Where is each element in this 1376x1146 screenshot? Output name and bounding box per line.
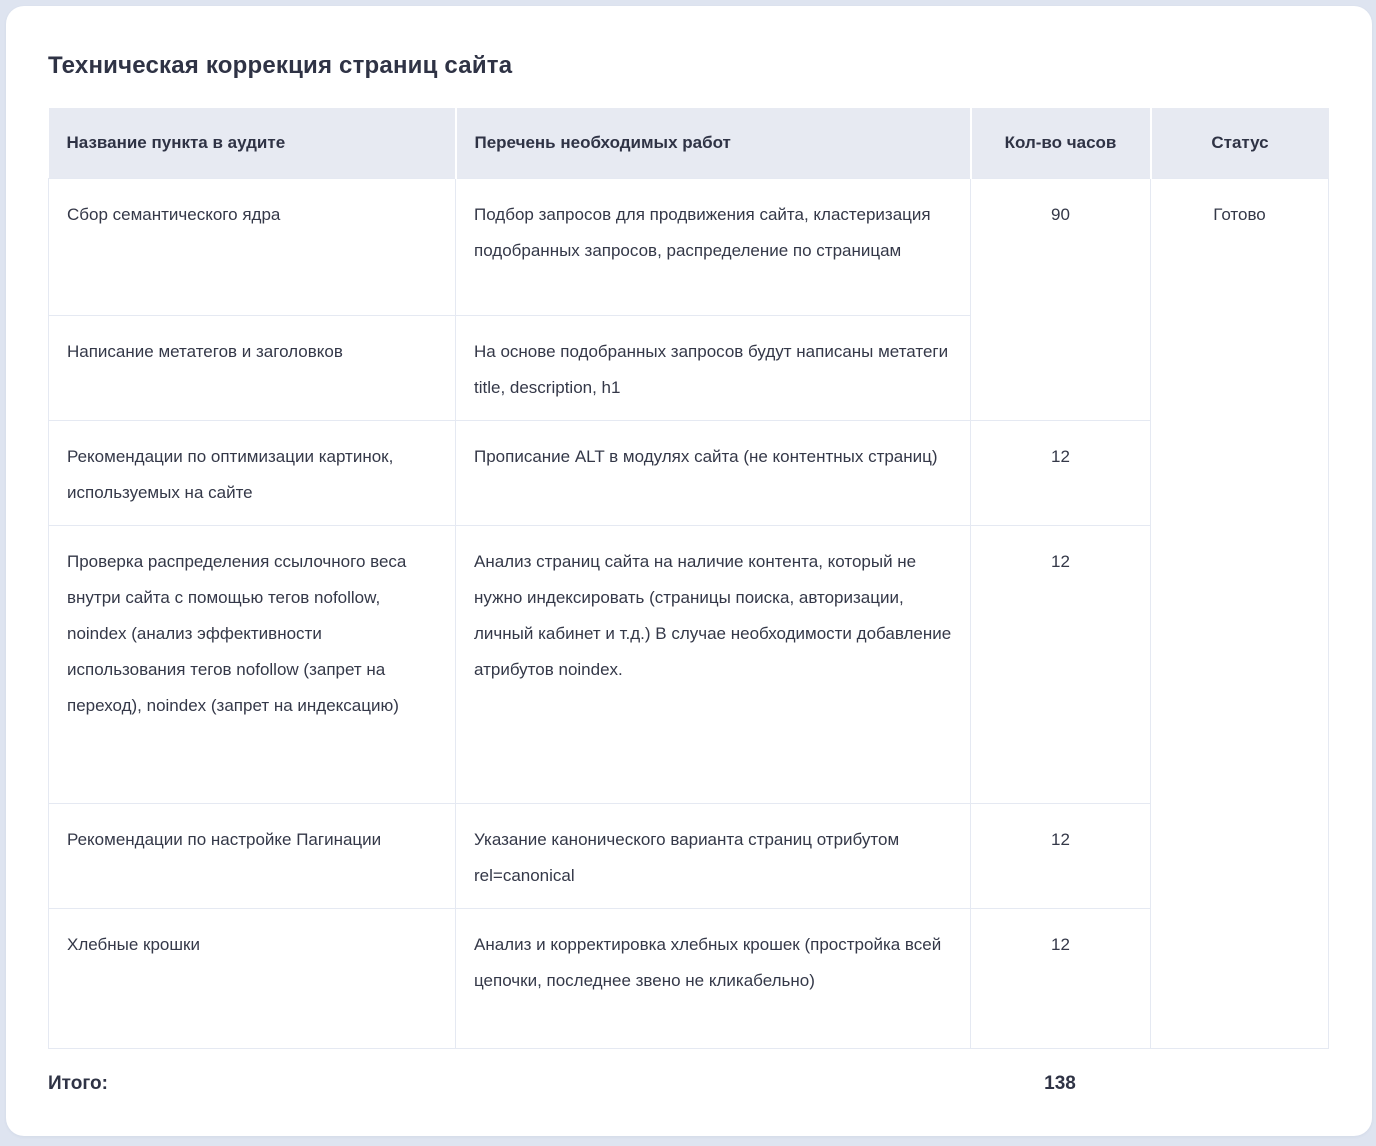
table-row: [49, 908, 1329, 1048]
audit-item-cell: Сбор семантического ядра: [49, 178, 456, 315]
hours-cell: 12: [971, 908, 1151, 1048]
totals-label: Итого:: [48, 1072, 108, 1094]
audit-table: [48, 108, 1329, 1049]
works-cell: Прописание ALT в модулях сайта (не контентных страниц): [456, 420, 971, 525]
column-header-audit-item: Название пункта в аудите: [49, 108, 456, 178]
audit-item-cell: Рекомендации по оптимизации картинок, используемых на сайте: [49, 420, 456, 525]
table-row: [49, 803, 1329, 908]
audit-item-cell: Написание метатегов и заголовков: [49, 315, 456, 420]
table-row: [49, 420, 1329, 525]
works-cell: Анализ страниц сайта на наличие контента, который не нужно индексировать (страницы поиска, авторизации, личный кабинет и т.д.) В случае необходимости добавление атрибутов noindex.: [456, 525, 971, 803]
hours-cell: 90: [971, 178, 1151, 420]
column-header-status: Статус: [1151, 108, 1329, 178]
status-cell: Готово: [1151, 178, 1329, 1048]
audit-item-cell: Проверка распределения ссылочного веса внутри сайта с помощью тегов nofollow, noindex (анализ эффективности использования тегов nofollow (запрет на переход), noindex (запрет на индексацию): [49, 525, 456, 803]
hours-cell: 12: [971, 803, 1151, 908]
content-card: [6, 6, 1372, 1136]
hours-cell: 12: [971, 420, 1151, 525]
audit-item-cell: Рекомендации по настройке Пагинации: [49, 803, 456, 908]
table-row: [49, 525, 1329, 803]
column-header-works: Перечень необходимых работ: [456, 108, 971, 178]
hours-cell: 12: [971, 525, 1151, 803]
audit-item-cell: Хлебные крошки: [49, 908, 456, 1048]
works-cell: Указание канонического варианта страниц отрибутом rel=canonical: [456, 803, 971, 908]
page-title: Техническая коррекция страниц сайта: [48, 52, 513, 79]
works-cell: На основе подобранных запросов будут написаны метатеги title, description, h1: [456, 315, 971, 420]
table-row: [49, 178, 1329, 315]
totals-row: [48, 1073, 1328, 1113]
totals-hours-value: 138: [1044, 1072, 1076, 1094]
table-header-row: [49, 108, 1329, 178]
works-cell: Анализ и корректировка хлебных крошек (простройка всей цепочки, последнее звено не кликабельно): [456, 908, 971, 1048]
column-header-hours: Кол-во часов: [971, 108, 1151, 178]
works-cell: Подбор запросов для продвижения сайта, кластеризация подобранных запросов, распределение по страницам: [456, 178, 971, 315]
